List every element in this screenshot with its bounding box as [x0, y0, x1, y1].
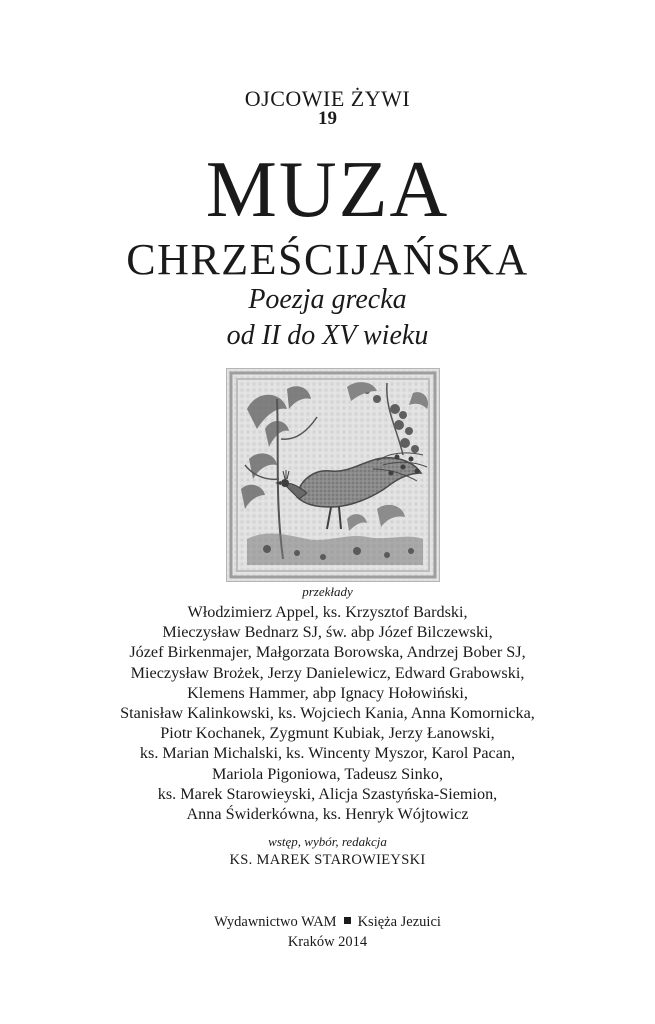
- translators-list: [0, 602, 655, 824]
- translator-line: ks. Marian Michalski, ks. Wincenty Myszor, Karol Pacan,: [139, 744, 516, 763]
- translator-line: ks. Marek Starowieyski, Alicja Szastyńska-Siemion,: [157, 784, 498, 803]
- translator-line: Włodzimierz Appel, ks. Krzysztof Bardski,: [187, 603, 468, 621]
- subtitle-line-2: od II do XV wieku: [226, 320, 429, 351]
- translator-line: Klemens Hammer, abp Ignacy Hołowiński,: [187, 683, 468, 702]
- publisher-line: [0, 914, 655, 931]
- series-name: OJCOWIE ŻYWI: [244, 86, 411, 111]
- series-number: 19: [318, 108, 337, 129]
- peacock-mosaic-icon: [226, 368, 440, 582]
- book-title-line-1: MUZA: [205, 146, 450, 234]
- translator-line: Mieczysław Bednarz SJ, św. abp Józef Bilczewski,: [162, 623, 493, 642]
- editor-label: wstęp, wybór, redakcja: [268, 834, 387, 849]
- square-separator-icon: [344, 917, 351, 924]
- translator-line: Stanisław Kalinkowski, ks. Wojciech Kania, Anna Komornicka,: [120, 704, 535, 723]
- translator-line: Piotr Kochanek, Zygmunt Kubiak, Jerzy Łanowski,: [160, 724, 495, 743]
- translations-label: przekłady: [302, 584, 353, 599]
- editor-name: KS. MAREK STAROWIEYSKI: [229, 852, 426, 868]
- translator-line: Mariola Pigoniowa, Tadeusz Sinko,: [211, 764, 443, 783]
- translator-line: Mieczysław Brożek, Jerzy Danielewicz, Edward Grabowski,: [130, 663, 525, 682]
- publisher-order: Księża Jezuici: [357, 914, 441, 930]
- translator-line: Anna Świderkówna, ks. Henryk Wójtowicz: [186, 805, 469, 824]
- publisher-name: Wydawnictwo WAM: [214, 914, 337, 930]
- book-title-line-2: CHRZEŚCIJAŃSKA: [126, 235, 529, 284]
- subtitle-line-1: Poezja grecka: [248, 284, 407, 315]
- place-year: Kraków 2014: [287, 934, 368, 950]
- translator-line: Józef Birkenmajer, Małgorzata Borowska, Andrzej Bober SJ,: [129, 643, 526, 662]
